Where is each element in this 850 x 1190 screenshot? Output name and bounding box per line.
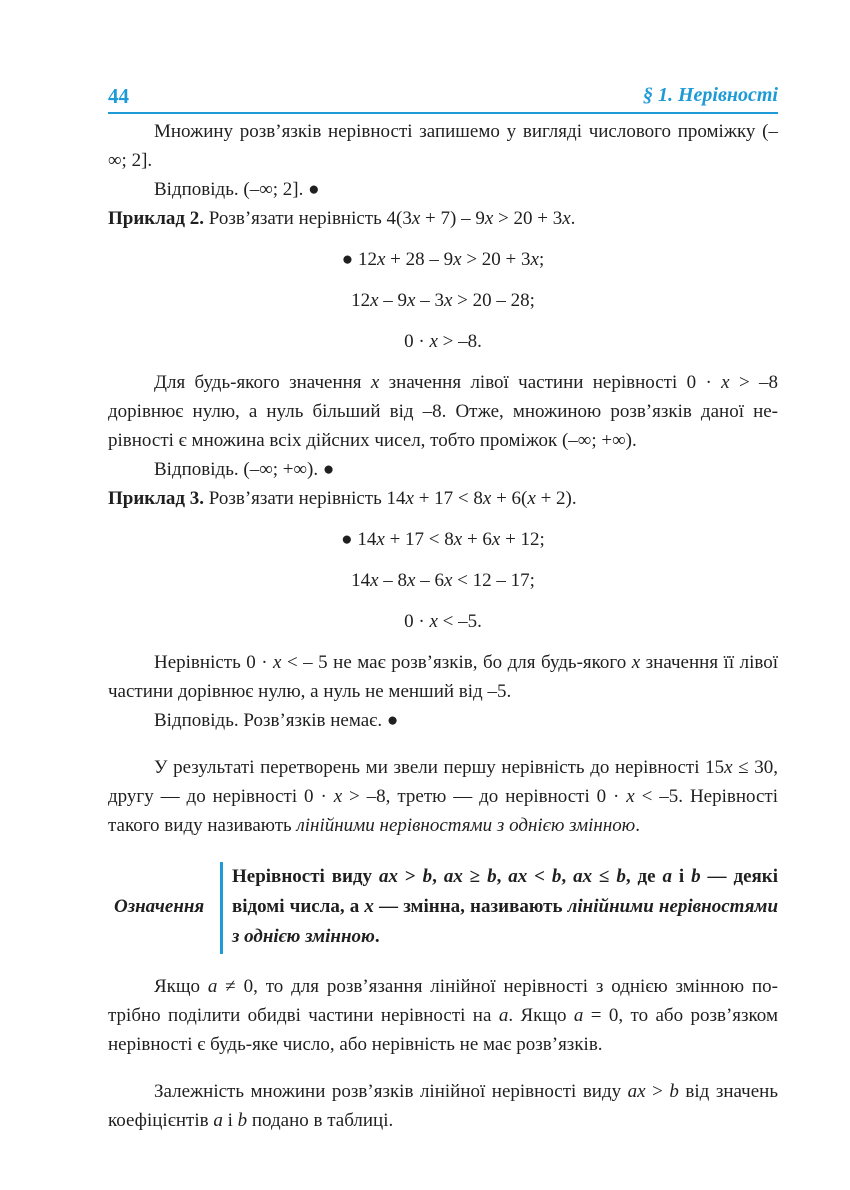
example-2-equation-2: 12x – 9x – 3x > 20 – 28; xyxy=(351,290,535,311)
example-3-equation-3: 0 · x < –5. xyxy=(404,611,482,632)
example-2-label: Приклад 2. xyxy=(108,208,205,229)
answer-2: Відповідь. (–∞; +∞). ● xyxy=(154,459,335,480)
header-rule xyxy=(108,112,778,114)
answer-3: Відповідь. Розв’язків немає. ● xyxy=(154,710,399,731)
linear-inequalities-term: лінійними нерівностями з однією змінною xyxy=(296,815,636,836)
definition-accent-bar xyxy=(220,862,223,954)
example-3-equation-1: ● 14x + 17 < 8x + 6x + 12; xyxy=(341,529,545,550)
definition-label: Означення xyxy=(114,896,205,917)
answer-1: Відповідь. (–∞; 2]. ● xyxy=(154,179,320,200)
definition-box xyxy=(108,862,778,954)
example-2-explanation: Для будь-якого значення x значення лівої частини нерівності 0 · x > –8 дорівнює нулю, а нуль більший від –8. Отже, множиною розв’язків даної нерівності є множина всіх дійсних чисел, тобто проміжок (–∞; +∞). xyxy=(108,372,779,451)
example-3-task: Приклад 3. Розв’язати нерівність 14x + 17 < 8x + 6(x + 2). xyxy=(108,488,577,509)
page-header xyxy=(108,84,778,118)
example-3-equation-2: 14x – 8x – 6x < 12 – 17; xyxy=(351,570,535,591)
example-3-explanation: Нерівність 0 · x < – 5 не має розв’язків, бо для будь-якого x значення її лівої частини дорівнює нулю, а нуль не менший від –5. xyxy=(108,652,778,702)
example-2-equation-3: 0 · x > –8. xyxy=(404,331,482,352)
example-2-task: Приклад 2. Розв’язати нерівність 4(3x + 7) – 9x > 20 + 3x. xyxy=(108,208,576,229)
paragraph-a-nonzero: Якщо a ≠ 0, то для розв’язання лінійної нерівності з однією змінною потрібно поділити обидві частини нерівності на a. Якщо a = 0, то або розв’язком нерівності є будь-яке число, або нерівність не має розв’язків. xyxy=(108,976,778,1055)
definition-text: Нерівності виду ax > b, ax ≥ b, ax < b, ax ≤ b, де a і b — деякі відомі числа, а x — змінна, називають лінійними нерівностями з однією змінною. xyxy=(232,866,779,947)
paragraph-interval: Множину розв’язків нерівності запишемо у вигляді числового проміжку (–∞; 2]. xyxy=(108,121,778,171)
example-2-equation-1: ● 12x + 28 – 9x > 20 + 3x; xyxy=(341,249,545,270)
example-3-label: Приклад 3. xyxy=(108,488,205,509)
page-content xyxy=(108,117,778,1135)
summary-paragraph: У результаті перетворень ми звели першу нерівність до нерівності 15x ≤ 30, другу — до нерівності 0 · x > –8, третю — до нерівності 0 · x < –5. Нерівності такого виду називають лінійними нерівностями з однією змінною. xyxy=(108,757,778,836)
paragraph-table-reference: Залежність множини розв’язків лінійної нерівності виду ax > b від значень коефіцієнтів a і b подано в таблиці. xyxy=(108,1081,778,1131)
section-title: § 1. Нерівності xyxy=(642,84,778,106)
page-number: 44 xyxy=(108,84,129,108)
